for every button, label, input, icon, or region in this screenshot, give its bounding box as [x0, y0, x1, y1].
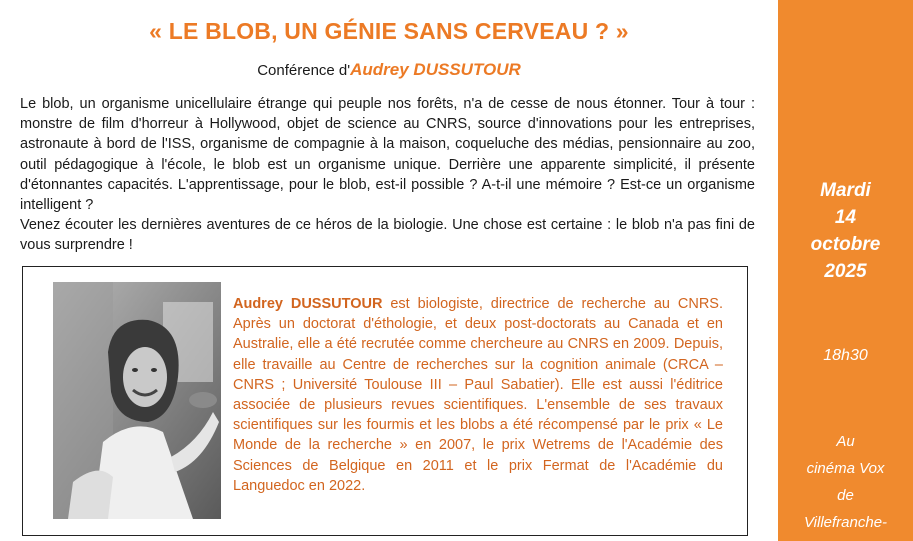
event-date-number: 14: [834, 207, 857, 228]
event-time: 18h30: [823, 347, 868, 364]
intro-paragraph-1: Le blob, un organisme unicellulaire étrange qui peuple nos forêts, n'a de cesse de nous étonner. Tour à tour : monstre de film d'horreur à Hollywood, objet de science au CNRS, source d'innovations pour les entreprises, astronaute à bord de l'ISS, organisme de compagnie à la maison, coqueluche des médias, pensionnaire au zoo, outil pédagogique à l'école, le blob est un organisme unique. Derrière une apparente simplicité, il présente d'étonnantes capacités. L'apprentissage, pour le blob, est-il possible ? A-t-il une mémoire ? Est-ce un organisme intelligent ?: [20, 96, 755, 214]
event-venue: [778, 428, 913, 536]
event-month: octobre: [810, 234, 881, 255]
event-year: 2025: [824, 261, 867, 282]
venue-line-2: cinéma Vox: [806, 460, 885, 477]
speaker-bio-box: [22, 266, 748, 536]
intro-paragraph-2: Venez écouter les dernières aventures de ce héros de la biologie. Une chose est certaine : le blob n'a pas fini de vous surprendre !: [20, 217, 755, 254]
venue-line-1: Au: [836, 433, 855, 450]
speaker-bio-text: [233, 294, 723, 496]
venue-line-3: de: [837, 487, 854, 504]
event-day: Mardi: [820, 180, 871, 201]
page-title: « LE BLOB, UN GÉNIE SANS CERVEAU ? »: [149, 18, 629, 44]
speaker-photo: [53, 282, 221, 519]
bio-speaker-name: Audrey DUSSUTOUR: [233, 296, 383, 312]
speaker-name: Audrey DUSSUTOUR: [350, 60, 521, 79]
conference-subtitle: [0, 60, 778, 80]
bio-description: est biologiste, directrice de recherche au CNRS. Après un doctorat d'éthologie, et deux post-doctorats au Canada et en Australie, elle a été recrutée comme chercheure au CNRS en 2009. Depuis, elle travaille au Centre de recherches sur la cognition animale (CRCA – CNRS ; Université Toulouse III – Paul Sabatier). Elle est aussi l'éditrice associée de plusieurs revues scientifiques. L'ensemble de ses travaux scientifiques sur les fourmis et les blobs a été récompensé par le prix « Le Monde de la recherche » en 2007, le prix Wetrems de l'Académie des Sciences de Belgique en 2011 et le prix Fermat de l'Académie du Languedoc en 2022.: [233, 296, 723, 494]
subtitle-prefix: Conférence d': [257, 62, 351, 79]
intro-text: [20, 94, 755, 256]
event-sidebar: [778, 0, 913, 541]
venue-line-4: Villefranche-: [803, 514, 888, 531]
event-date: [778, 177, 913, 285]
